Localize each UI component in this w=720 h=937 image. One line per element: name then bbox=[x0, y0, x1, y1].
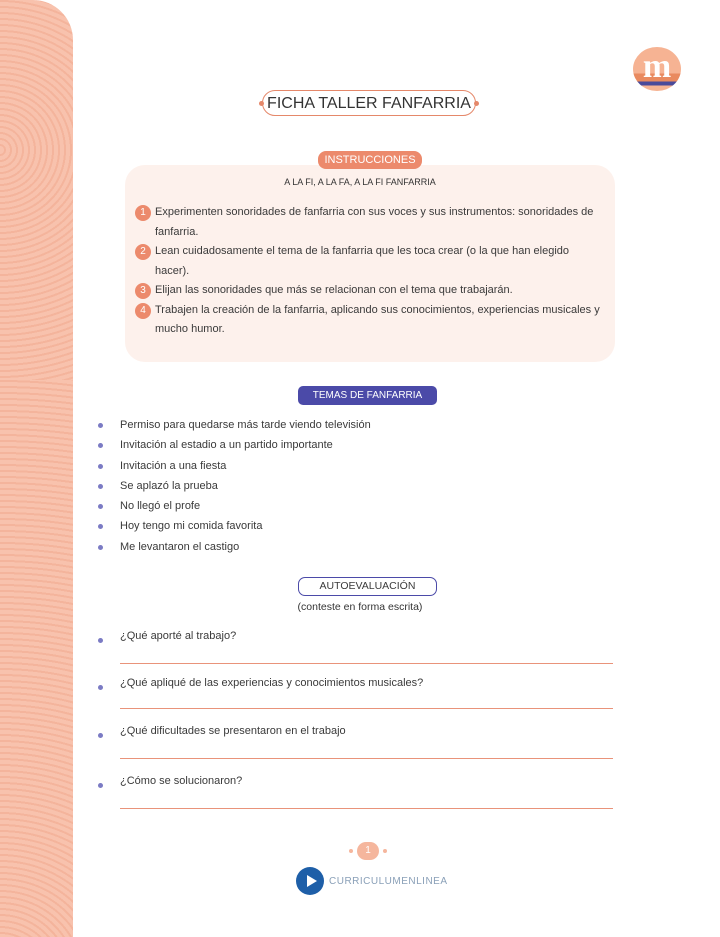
list-item bbox=[98, 456, 371, 476]
list-item-text: No llegó el profe bbox=[120, 500, 201, 513]
answer-line[interactable] bbox=[120, 708, 613, 709]
instructions-label: INSTRUCCIONES bbox=[318, 151, 422, 169]
bullet-icon bbox=[98, 545, 103, 550]
brand-logo-icon: m bbox=[633, 47, 681, 91]
decorative-sidebar bbox=[0, 0, 73, 937]
temas-label: TEMAS DE FANFARRIA bbox=[298, 386, 437, 405]
list-item-text: Me levantaron el castigo bbox=[120, 540, 240, 553]
step-item bbox=[135, 242, 605, 281]
question-item bbox=[98, 677, 423, 689]
step-item bbox=[135, 281, 605, 301]
step-item bbox=[135, 203, 605, 242]
list-item bbox=[98, 537, 371, 557]
page-number: 1 bbox=[357, 842, 379, 860]
step-number: 2 bbox=[135, 244, 151, 260]
bullet-icon bbox=[98, 685, 103, 690]
question-item bbox=[98, 725, 346, 737]
bullet-icon bbox=[98, 423, 103, 428]
list-item-text: Permiso para quedarse más tarde viendo televisión bbox=[120, 419, 371, 431]
question-item bbox=[98, 775, 242, 787]
step-number: 3 bbox=[135, 283, 151, 299]
temas-list bbox=[98, 415, 371, 557]
step-text: Trabajen la creación de la fanfarria, aplicando sus conocimientos, experiencias musicales y mucho humor. bbox=[155, 303, 600, 335]
step-item bbox=[135, 301, 605, 340]
list-item-text: Invitación al estadio a un partido importante bbox=[120, 439, 333, 452]
step-text: Lean cuidadosamente el tema de la fanfarria que les toca crear (o la que han elegido hacer). bbox=[155, 245, 569, 277]
autoevaluacion-label: AUTOEVALUACIÓN bbox=[298, 577, 437, 596]
question-text: ¿Qué aporté al trabajo? bbox=[120, 630, 237, 642]
step-number: 4 bbox=[135, 303, 151, 319]
answer-line[interactable] bbox=[120, 808, 613, 809]
bullet-icon bbox=[98, 638, 103, 643]
brand-name: CURRICULUMENLINEA bbox=[329, 875, 448, 887]
instructions-subtitle: A LA FI, A LA FA, A LA FI FANFARRIA bbox=[284, 177, 436, 187]
list-item bbox=[98, 435, 371, 455]
question-text: ¿Cómo se solucionaron? bbox=[120, 775, 243, 787]
bullet-icon bbox=[98, 504, 103, 509]
page-title: FICHA TALLER FANFARRIA bbox=[262, 90, 476, 116]
question-text: ¿Qué dificultades se presentaron en el trabajo bbox=[120, 725, 346, 737]
bullet-icon bbox=[98, 783, 103, 788]
list-item-text: Invitación a una fiesta bbox=[120, 459, 227, 472]
question-item bbox=[98, 630, 236, 642]
question-text: ¿Qué apliqué de las experiencias y conocimientos musicales? bbox=[120, 677, 424, 689]
autoevaluacion-subtitle: (conteste en forma escrita) bbox=[297, 601, 423, 613]
list-item bbox=[98, 476, 371, 496]
list-item-text: Se aplazó la prueba bbox=[120, 479, 218, 492]
bullet-icon bbox=[98, 524, 103, 529]
answer-line[interactable] bbox=[120, 758, 613, 759]
play-logo-icon bbox=[296, 867, 324, 895]
list-item bbox=[98, 496, 371, 516]
list-item bbox=[98, 415, 371, 435]
bullet-icon bbox=[98, 484, 103, 489]
bullet-icon bbox=[98, 443, 103, 448]
bullet-icon bbox=[98, 464, 103, 469]
step-number: 1 bbox=[135, 205, 151, 221]
answer-line[interactable] bbox=[120, 663, 613, 664]
step-text: Experimenten sonoridades de fanfarria con sus voces y sus instrumentos: sonoridades de fanfarria. bbox=[155, 206, 594, 238]
instructions-steps bbox=[135, 203, 605, 340]
footer-brand bbox=[296, 867, 448, 895]
bullet-icon bbox=[98, 733, 103, 738]
list-item bbox=[98, 516, 371, 536]
list-item-text: Hoy tengo mi comida favorita bbox=[120, 520, 263, 533]
step-text: Elijan las sonoridades que más se relacionan con el tema que trabajarán. bbox=[155, 284, 513, 296]
